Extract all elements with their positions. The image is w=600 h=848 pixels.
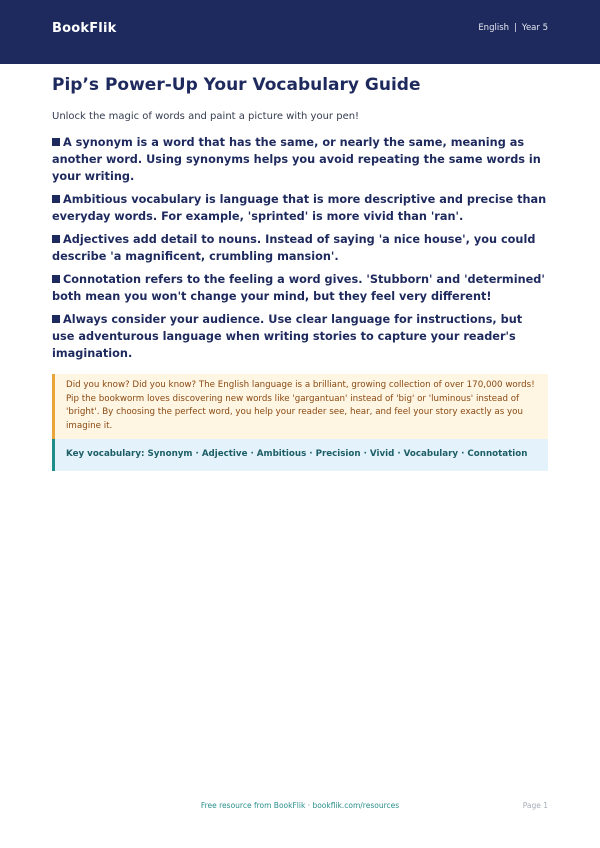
square-bullet-icon (52, 195, 60, 203)
square-bullet-icon (52, 315, 60, 323)
list-item-text: Connotation refers to the feeling a word gives. 'Stubborn' and 'determined' both mean you won't change your mind, but they feel very different! (52, 273, 545, 303)
list-item (52, 271, 548, 305)
square-bullet-icon (52, 235, 60, 243)
key-vocabulary-box: Key vocabulary: Synonym · Adjective · Ambitious · Precision · Vivid · Vocabulary · Connotation (52, 439, 548, 471)
intro-text: Unlock the magic of words and paint a picture with your pen! (52, 111, 360, 122)
list-item (52, 231, 548, 265)
list-item-text: Always consider your audience. Use clear language for instructions, but use adventurous language when writing stories to capture your reader's imagination. (52, 313, 523, 360)
subject-label: English (478, 23, 510, 33)
page-footer (52, 801, 548, 815)
list-item (52, 191, 548, 225)
list-item (52, 134, 548, 185)
brand-logo[interactable]: BookFlik (52, 20, 117, 36)
footer-resource-link[interactable]: Free resource from BookFlik · bookflik.com/resources (200, 801, 400, 810)
page-number: Page 1 (522, 801, 548, 810)
square-bullet-icon (52, 275, 60, 283)
key-points-list (52, 134, 548, 362)
list-item-text: A synonym is a word that has the same, or nearly the same, meaning as another word. Using synonyms helps you avoid repeating the same words in your writing. (52, 136, 541, 183)
did-you-know-callout: Did you know? Did you know? The English language is a brilliant, growing collection of over 170,000 words! Pip the bookworm loves discovering new words like 'gargantuan' instead of 'big' or 'luminous' instead of 'bright'. By choosing the perfect word, you help your reader see, hear, and feel your story exactly as you imagine it. (52, 374, 548, 439)
list-item (52, 311, 548, 362)
header-meta (478, 23, 548, 33)
list-item-text: Ambitious vocabulary is language that is more descriptive and precise than everyday words. For example, 'sprinted' is more vivid than 'ran'. (52, 193, 547, 223)
year-label: Year 5 (521, 23, 548, 33)
meta-separator: | (514, 23, 517, 33)
header-band (0, 0, 600, 64)
list-item-text: Adjectives add detail to nouns. Instead of saying 'a nice house', you could describe 'a magnificent, crumbling mansion'. (52, 233, 536, 263)
square-bullet-icon (52, 138, 60, 146)
page-title: Pip’s Power-Up Your Vocabulary Guide (52, 75, 421, 95)
